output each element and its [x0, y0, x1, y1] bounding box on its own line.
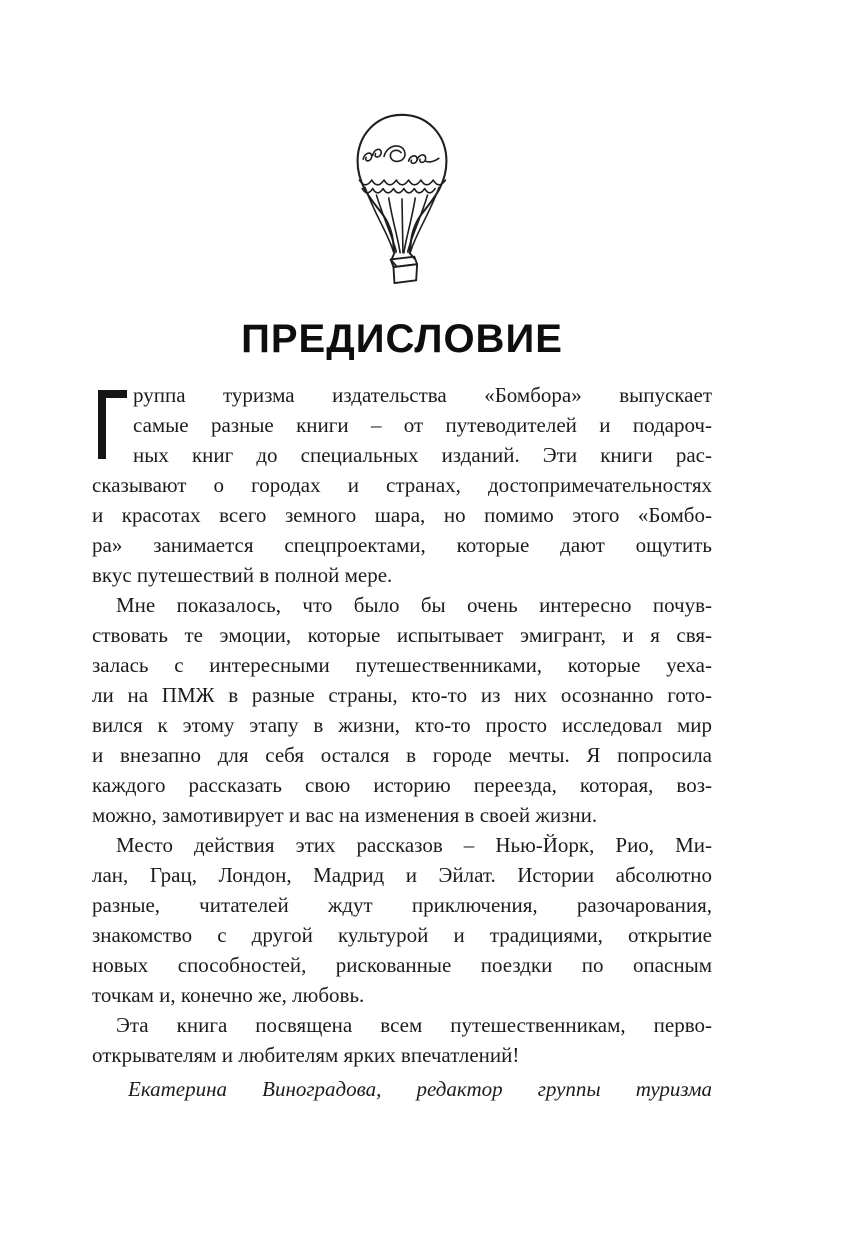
paragraph — [92, 380, 712, 590]
text-line: и красотах всего земного шара, но помимо этого «Бомбо- — [92, 503, 712, 528]
text-line: каждого рассказать свою историю переезда, которая, воз- — [92, 773, 712, 798]
page-title: ПРЕДИСЛОВИЕ — [241, 317, 563, 362]
paragraph — [92, 1010, 712, 1070]
text-line: лан, Грац, Лондон, Мадрид и Эйлат. Истории абсолютно — [92, 863, 712, 888]
text-line: ра» занимается спецпроектами, которые дают ощутить — [92, 533, 712, 558]
text-line: Мне показалось, что было бы очень интересно почув- — [116, 593, 712, 618]
text-line: ли на ПМЖ в разные страны, кто-то из них осознанно гото- — [92, 683, 712, 708]
hot-air-balloon-icon — [350, 112, 454, 284]
text-column — [92, 0, 712, 1104]
text-line: ных книг до специальных изданий. Эти книги рас- — [133, 443, 712, 468]
text-line: самые разные книги – от путеводителей и подароч- — [133, 413, 712, 438]
text-line: вкус путешествий в полной мере. — [92, 563, 393, 588]
text-line: знакомство с другой культурой и традициями, открытие — [92, 923, 712, 948]
text-line: вился к этому этапу в жизни, кто-то просто исследовал мир — [92, 713, 712, 738]
hot-air-balloon-illustration — [350, 112, 454, 284]
text-line: разные, читателей ждут приключения, разочарования, — [92, 893, 712, 918]
text-line: сказывают о городах и странах, достопримечательностях — [92, 473, 712, 498]
text-line: и внезапно для себя остался в городе мечты. Я попросила — [92, 743, 712, 768]
paragraph — [92, 590, 712, 830]
text-line: Эта книга посвящена всем путешественникам, перво- — [116, 1013, 712, 1038]
text-line: точкам и, конечно же, любовь. — [92, 983, 365, 1008]
text-line: Место действия этих рассказов – Нью-Йорк, Рио, Ми- — [116, 833, 712, 858]
text-line: залась с интересными путешественниками, которые уеха- — [92, 653, 712, 678]
paragraph — [92, 830, 712, 1010]
text-line: ствовать те эмоции, которые испытывает эмигрант, и я свя- — [92, 623, 712, 648]
text-line: можно, замотивирует и вас на изменения в своей жизни. — [92, 803, 598, 828]
byline: Екатерина Виноградова, редактор группы туризма — [128, 1077, 712, 1102]
text-line: новых способностей, рискованные поездки по опасным — [92, 953, 712, 978]
body-text — [92, 380, 712, 1070]
drop-cap-glyph — [98, 390, 127, 459]
text-line: открывателям и любителям ярких впечатлений! — [92, 1043, 520, 1068]
drop-cap — [92, 380, 133, 468]
text-line: руппа туризма издательства «Бомбора» выпускает — [133, 383, 712, 408]
